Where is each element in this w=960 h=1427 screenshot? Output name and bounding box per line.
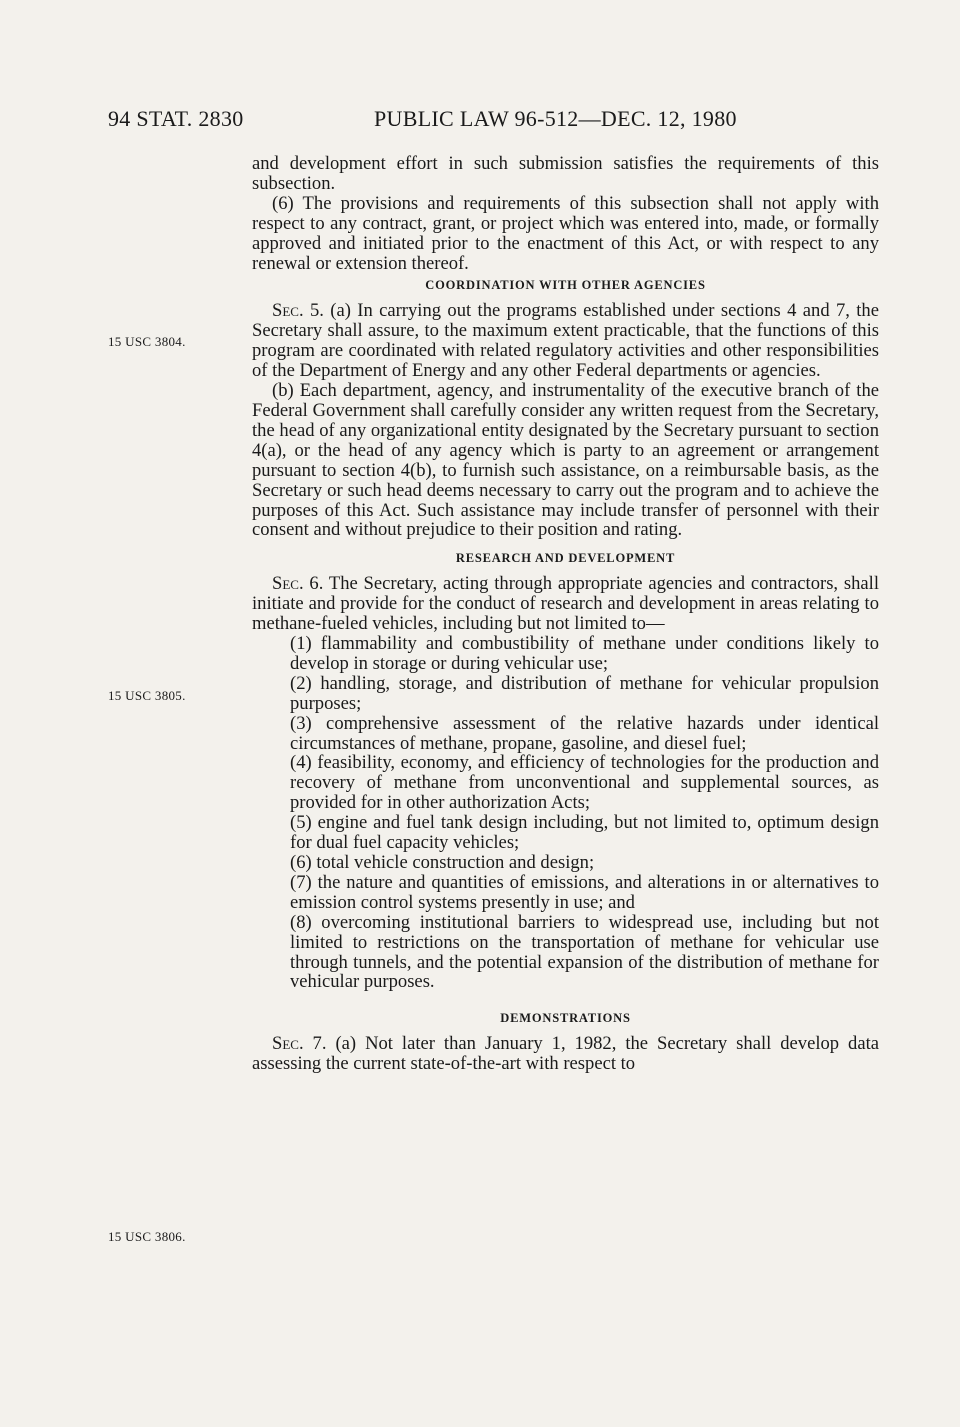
list-item: (2) handling, storage, and distribution of methane for vehicular propulsion purposes; bbox=[290, 672, 879, 714]
list-item: (3) comprehensive assessment of the relative hazards under identical circumstances of methane, propane, gasoline, and diesel fuel; bbox=[290, 712, 879, 754]
section-5a-text: (a) In carrying out the programs established under sections 4 and 7, the Secretary shall assure, to the maximum extent practicable, that the functions of this program are coordinated with related regulatory activities and other responsibilities of the Department of Energy and any other Federal departments or agencies. bbox=[252, 300, 879, 382]
paragraph-6: (6) The provisions and requirements of this subsection shall not apply with respect to any contract, grant, or project which was entered into, made, or formally approved and initiated prior to the enactment of this Act, or with respect to any renewal or extension thereof. bbox=[252, 192, 879, 274]
section-6 bbox=[252, 574, 879, 634]
section-label: Sec. 7. bbox=[272, 1033, 327, 1055]
public-law-title: PUBLIC LAW 96-512—DEC. 12, 1980 bbox=[374, 106, 737, 131]
section-5b: (b) Each department, agency, and instrumentality of the executive branch of the Federal Government shall carefully consider any written request from the Secretary, the head of any organizational entity designated by the Secretary pursuant to section 4(a), or the head of any agency which is party to an agreement or arrangement pursuant to section 4(b), to furnish such assistance, on a reimbursable basis, as the Secretary or such head deems necessary to carry out the program and to achieve the purposes of this Act. Such assistance may include transfer of personnel with their consent and without prejudice to their position and rating. bbox=[252, 380, 879, 541]
section-7-text: (a) Not later than January 1, 1982, the Secretary shall develop data assessing the current state-of-the-art with respect to bbox=[252, 1033, 880, 1075]
page-header bbox=[108, 106, 880, 140]
section-label: Sec. 5. bbox=[272, 300, 324, 322]
paragraph-continued: and development effort in such submission satisfies the requirements of this subsection. bbox=[252, 153, 879, 194]
list-item: (4) feasibility, economy, and efficiency of technologies for the production and recovery of methane from unconventional and supplemental sources, as provided for in other authorization Acts; bbox=[290, 752, 879, 814]
section-7 bbox=[252, 1034, 879, 1074]
section-6-text: The Secretary, acting through appropriate agencies and contractors, shall initiate and provide for the conduct of research and development in areas relating to methane-fueled vehicles, including but not limited to— bbox=[252, 573, 880, 635]
list-item: (8) overcoming institutional barriers to widespread use, including but not limited to restrictions on the transportation of methane for vehicular use through tunnels, and the potential expansion of the distribution of methane for vehicular purposes. bbox=[290, 911, 879, 993]
margin-note-sec7: 15 USC 3806. bbox=[108, 1229, 186, 1244]
heading-research: RESEARCH AND DEVELOPMENT bbox=[455, 551, 676, 566]
margin-note-sec6: 15 USC 3805. bbox=[108, 688, 186, 703]
statute-page-number: 94 STAT. 2830 bbox=[108, 106, 244, 131]
document-body bbox=[252, 154, 879, 1074]
heading-demonstrations: DEMONSTRATIONS bbox=[500, 1011, 631, 1026]
list-item: (7) the nature and quantities of emissions, and alterations in or alternatives to emission control systems presently in use; and bbox=[290, 871, 879, 913]
heading-coordination: COORDINATION WITH OTHER AGENCIES bbox=[425, 278, 706, 293]
list-item: (1) flammability and combustibility of methane under conditions likely to develop in storage or during vehicular use; bbox=[290, 633, 879, 674]
list-item: (5) engine and fuel tank design including, but not limited to, optimum design for dual fuel capacity vehicles; bbox=[290, 812, 879, 854]
section-5a bbox=[252, 301, 879, 381]
margin-note-sec5: 15 USC 3804. bbox=[108, 334, 186, 349]
list-item: (6) total vehicle construction and design; bbox=[290, 852, 595, 873]
section-label: Sec. 6. bbox=[272, 573, 324, 595]
